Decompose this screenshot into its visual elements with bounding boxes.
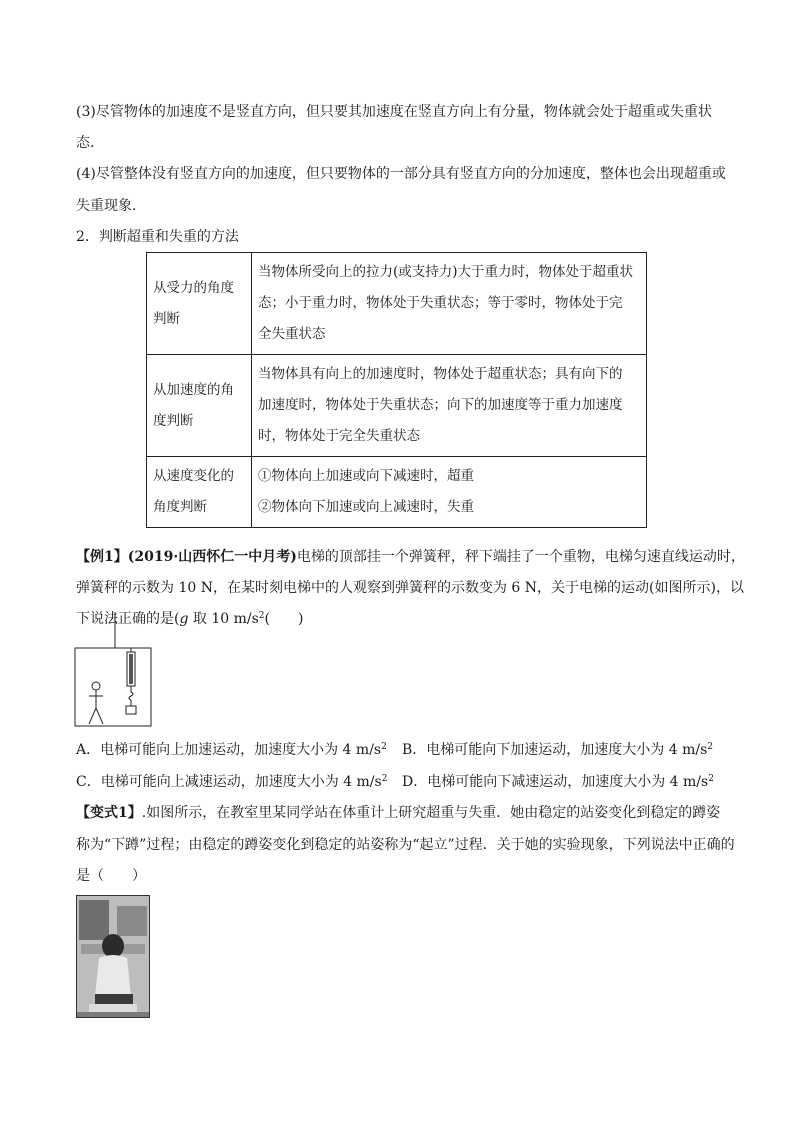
para3-line2: 态． — [76, 135, 104, 151]
table-row — [147, 253, 647, 355]
cell-text: 全失重状态 — [258, 326, 326, 342]
table-row-body — [252, 355, 647, 457]
stick-person-icon — [89, 682, 103, 724]
option-sup: 2 — [707, 742, 714, 752]
example1-tag: 【例1】 — [76, 549, 128, 565]
example1-text: 电梯的顶部挂一个弹簧秤，秤下端挂了一个重物，电梯匀速直线运动时， — [296, 549, 745, 565]
cell-text: ②物体向下加速或向上减速时，失重 — [258, 499, 474, 515]
cell-text: 从加速度的角 — [153, 381, 234, 398]
table-row-head — [147, 253, 252, 355]
para4-line2: 失重现象． — [76, 198, 146, 214]
table-row — [147, 355, 647, 457]
option-text: A．电梯可能向上加速运动，加速度大小为 4 m/s — [76, 742, 382, 758]
example1-text: ( ) — [264, 611, 304, 627]
option-sup: 2 — [708, 774, 714, 784]
example1-line1 — [76, 547, 745, 567]
cell-text: 时，物体处于完全失重状态 — [258, 428, 420, 444]
spring-scale-icon — [126, 648, 136, 714]
table-row-head — [147, 457, 252, 528]
example1-g: g — [179, 611, 189, 627]
cell-text: 从速度变化的 — [153, 468, 234, 484]
cell-text: 度判断 — [153, 412, 194, 429]
option-c — [76, 772, 387, 792]
example1-text: 下说法正确的是( — [76, 611, 180, 627]
variant1-text: .如图所示，在教室里某同学站在体重计上研究超重与失重．她由稳定的站姿变化到稳定的蹲姿 — [141, 805, 721, 821]
cell-text: 角度判断 — [153, 499, 207, 515]
method-table — [146, 252, 647, 528]
option-text: B．电梯可能向下加速运动，加速度大小为 4 m/s — [402, 742, 708, 758]
cell-text: 当物体具有向上的加速度时，物体处于超重状态；具有向下的 — [258, 366, 623, 382]
table-row — [147, 457, 647, 528]
option-sup: 2 — [381, 742, 387, 752]
cell-text: 加速度时，物体处于失重状态；向下的加速度等于重力加速度 — [258, 397, 623, 413]
cell-text: 判断 — [153, 310, 180, 327]
cell-text: ①物体向上加速或向下减速时，超重 — [258, 468, 474, 484]
variant1-line1 — [76, 803, 720, 823]
option-d — [402, 772, 714, 792]
para4-line1: (4)尽管整体没有竖直方向的加速度，但只要物体的一部分具有竖直方向的分加速度，整体也会出现超重或 — [76, 166, 726, 182]
section2-title: 2．判断超重和失重的方法 — [76, 229, 239, 245]
option-sup: 2 — [381, 774, 388, 784]
option-a — [76, 740, 387, 760]
variant1-line2: 称为“下蹲”过程；由稳定的蹲姿变化到稳定的站姿称为“起立”过程．关于她的实验现象，下列说法中正确的 — [76, 837, 735, 853]
example1-sup: 2 — [258, 611, 265, 621]
table-row-head — [147, 355, 252, 457]
option-text: D．电梯可能向下减速运动，加速度大小为 4 m/s — [402, 774, 709, 790]
example1-source: (2019·山西怀仁一中月考) — [127, 549, 297, 565]
option-text: C．电梯可能向上减速运动，加速度大小为 4 m/s — [76, 774, 382, 790]
option-b — [402, 740, 713, 760]
elevator-figure — [74, 612, 154, 730]
para3-line1: (3)尽管物体的加速度不是竖直方向，但只要其加速度在竖直方向上有分量，物体就会处于超重或失重状 — [76, 104, 712, 120]
example1-text: 取 10 m/s — [188, 611, 259, 627]
variant1-tag: 【变式1】 — [76, 805, 142, 821]
cell-text: 当物体所受向上的拉力(或支持力)大于重力时，物体处于超重状 — [258, 264, 634, 280]
example1-line2: 弹簧秤的示数为 10 N，在某时刻电梯中的人观察到弹簧秤的示数变为 6 N，关于电梯的运动(如图所示)，以 — [76, 580, 744, 596]
classroom-photo — [76, 895, 150, 1018]
variant1-line3: 是（ ） — [76, 868, 146, 884]
table-row-body — [252, 457, 647, 528]
cell-text: 态；小于重力时，物体处于失重状态；等于零时，物体处于完 — [258, 295, 623, 311]
photo-placeholder — [77, 896, 149, 1017]
table-row-body — [252, 253, 647, 355]
cell-text: 从受力的角度 — [153, 279, 234, 296]
